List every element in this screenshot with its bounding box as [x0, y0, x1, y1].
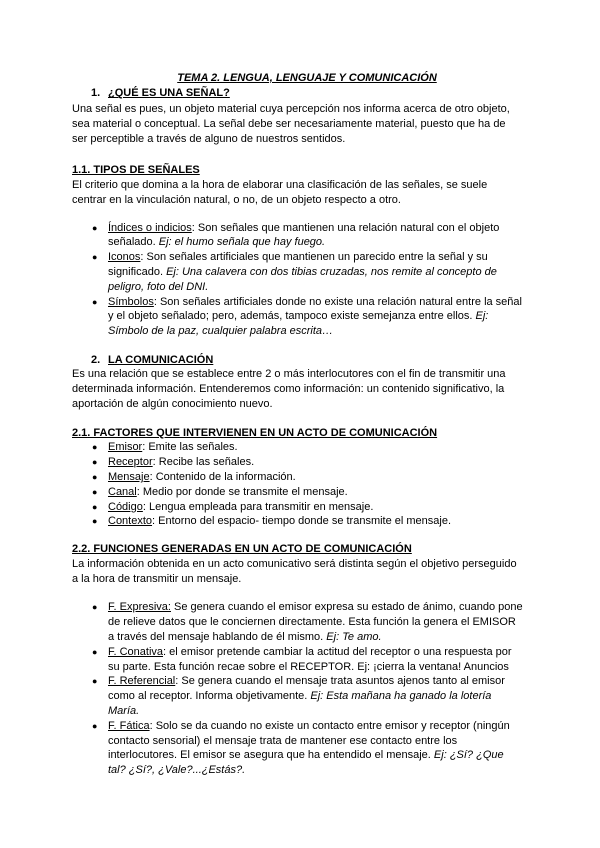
list-item-emisor	[108, 440, 542, 455]
item-label: F. Fática	[108, 719, 150, 732]
section-2-heading	[72, 353, 542, 368]
item-text: Se genera cuando el emisor expresa su estado de ánimo, cuando pone de relieve datos que le conciernen directamente. Esta función la genera el EMISOR a través del mensaje hablando de él mismo.	[108, 601, 523, 644]
item-label: Símbolos	[108, 295, 154, 308]
list-item-canal	[108, 485, 542, 500]
list-item-expresiva	[108, 600, 542, 644]
list-item-indices	[108, 221, 542, 251]
item-example: Ej: Te amo.	[326, 631, 382, 644]
item-text: : Contenido de la información.	[149, 470, 296, 483]
communication-functions-list	[72, 600, 542, 778]
list-item-mensaje	[108, 470, 542, 485]
section-2-paragraph: Es una relación que se establece entre 2 o más interlocutores con el fin de transmitir una determinada información. Entenderemos como información: un contenido significativo, la aportación de algún conocimiento nuevo.	[72, 368, 506, 410]
item-text: : Son señales artificiales donde no existe una relación natural entre la señal y el objeto señalado; pero, además, tampoco existe semejanza entre ellos.	[108, 295, 522, 323]
section-heading-text: LA COMUNICACIÓN	[108, 353, 214, 366]
document-body	[72, 71, 542, 778]
item-label: Canal	[108, 485, 137, 498]
item-label: Código	[108, 500, 143, 513]
section-2-1-heading: 2.1. FACTORES QUE INTERVIENEN EN UN ACTO DE COMUNICACIÓN	[72, 426, 438, 439]
section-1-paragraph: Una señal es pues, un objeto material cuya percepción nos informa acerca de otro objeto, sea material o conceptual. La señal debe ser necesariamente material, puesto que ha de ser perceptible a través de alguno de nuestros sentidos.	[72, 103, 510, 145]
list-item-conativa	[108, 645, 542, 675]
item-label: Mensaje	[108, 470, 150, 483]
section-2-2-heading: 2.2. FUNCIONES GENERADAS EN UN ACTO DE COMUNICACIÓN	[72, 543, 412, 556]
document-title: TEMA 2. LENGUA, LENGUAJE Y COMUNICACIÓN	[177, 71, 437, 84]
communication-factors-list	[72, 440, 542, 529]
item-example: Ej: Una calavera con dos tibias cruzadas, nos remite al concepto de peligro, foto del DNI.	[108, 265, 497, 293]
item-text: : Son señales que mantienen una relación natural con el objeto señalado.	[108, 221, 500, 249]
list-item-fatica	[108, 719, 542, 778]
section-heading-text: ¿QUÉ ES UNA SEÑAL?	[108, 87, 230, 100]
section-number: 1.	[91, 87, 101, 100]
item-example: Ej: el humo señala que hay fuego.	[158, 236, 326, 249]
item-label: Contexto	[108, 515, 153, 528]
list-item-referencial	[108, 674, 542, 718]
item-text: : Medio por donde se transmite el mensaje.	[136, 485, 348, 498]
section-1-1-heading: 1.1. TIPOS DE SEÑALES	[72, 163, 200, 176]
item-text: : Emite las señales.	[142, 441, 238, 454]
section-number: 2.	[91, 353, 101, 366]
item-label: F. Conativa	[108, 645, 164, 658]
item-example: Ej: Símbolo de la paz, cualquier palabra escrita…	[108, 310, 489, 338]
section-1-heading	[72, 86, 542, 101]
section-2-2-paragraph: La información obtenida en un acto comunicativo será distinta según el objetivo perseguido a la hora de transmitir un mensaje.	[72, 558, 517, 586]
list-item-contexto	[108, 514, 542, 529]
item-example: Ej: Esta mañana ha ganado la lotería María.	[108, 690, 492, 718]
item-text: : Son señales artificiales que mantienen un parecido entre la señal y su significado.	[108, 251, 488, 278]
signal-types-list	[72, 221, 542, 339]
item-label: F. Referencial	[108, 675, 176, 688]
item-label: Receptor	[108, 456, 153, 469]
list-item-iconos	[108, 250, 542, 294]
item-text: : el emisor pretende cambiar la actitud del receptor o una respuesta por su parte. Esta función recae sobre el RECEPTOR. Ej: ¡cierra la ventana! Anuncios	[108, 645, 512, 673]
item-label: Iconos	[108, 251, 141, 264]
item-text: : Entorno del espacio- tiempo donde se transmite el mensaje.	[152, 515, 452, 528]
item-text: : Lengua empleada para transmitir en mensaje.	[142, 500, 374, 513]
item-label: Emisor	[108, 441, 143, 454]
section-1-1-paragraph: El criterio que domina a la hora de elaborar una clasificación de las señales, se suele centrar en la vinculación natural, o no, de un objeto respecto a otro.	[72, 179, 488, 207]
item-text: : Recibe las señales.	[152, 456, 255, 469]
list-item-simbolos	[108, 295, 542, 339]
list-item-receptor	[108, 455, 542, 470]
list-item-codigo	[108, 500, 542, 515]
item-label: F. Expresiva:	[108, 601, 171, 614]
item-example: Ej: ¿Sí? ¿Que tal? ¿Sí?, ¿Vale?...¿Estás?.	[108, 749, 504, 777]
item-text: : Solo se da cuando no existe un contacto entre emisor y receptor (ningún contacto sensorial) el mensaje trata de mantener ese contacto entre los interlocutores. El emisor se asegura que ha entendido el mensaje.	[108, 719, 510, 762]
item-text: : Se genera cuando el mensaje trata asuntos ajenos tanto al emisor como al receptor. Informa objetivamente.	[108, 675, 505, 703]
item-label: Índices o indicios	[108, 221, 192, 234]
